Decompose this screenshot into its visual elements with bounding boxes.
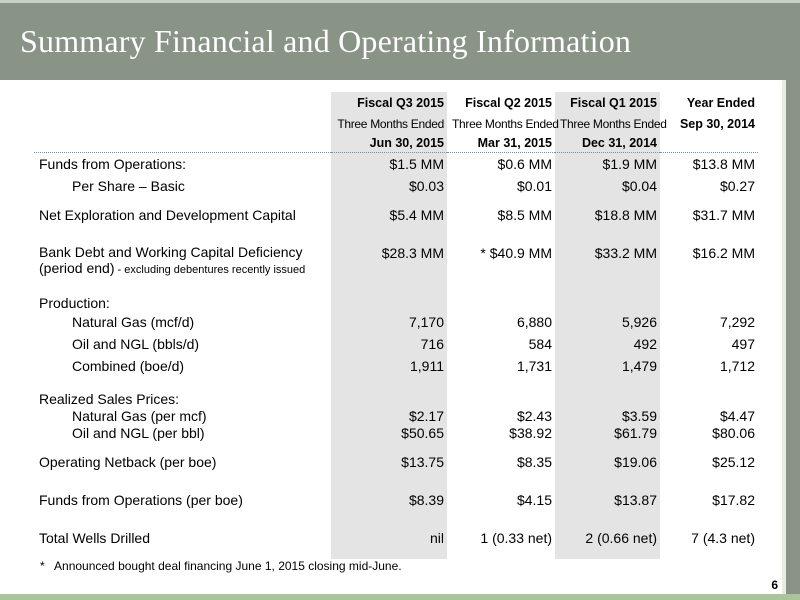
cell: 1,731 [516, 358, 552, 374]
cell: * $40.9 MM [480, 245, 552, 261]
cell: 5,926 [555, 311, 660, 333]
col-header-q2: Fiscal Q2 2015 [465, 96, 552, 110]
bank-debt-line2: (period end) - excluding debentures recently issued [39, 260, 306, 276]
footnote: * Announced bought deal financing June 1, 2015 closing mid-June. [40, 559, 402, 573]
cell: $8.39 [331, 483, 447, 517]
cell: $18.8 MM [555, 196, 660, 233]
row-label-combined: Combined (boe/d) [72, 358, 185, 374]
cell: $8.35 [516, 454, 552, 470]
cell: 7,170 [331, 311, 447, 333]
row-label-bank-debt [34, 233, 331, 283]
cell: $33.2 MM [555, 233, 660, 283]
row-label-production: Production: [39, 295, 110, 311]
cell: $4.15 [516, 492, 552, 508]
row-label-netback: Operating Netback (per boe) [39, 454, 217, 470]
right-border [786, 80, 800, 600]
cell: $1.5 MM [331, 152, 447, 176]
cell: $2.43 [516, 407, 552, 424]
cell: $1.9 MM [555, 152, 660, 176]
cell: $25.12 [712, 454, 755, 470]
cell: 1,712 [719, 358, 755, 374]
cell: $0.6 MM [497, 156, 552, 173]
col-header-q3: Fiscal Q3 2015 [331, 92, 447, 114]
financial-summary-table [34, 92, 758, 559]
col-date-q2: Mar 31, 2015 [447, 134, 555, 152]
col-date-year: Sep 30, 2014 [679, 117, 755, 131]
col-date-q3: Jun 30, 2015 [331, 134, 447, 152]
cell: $0.27 [719, 178, 755, 194]
cell: 7,292 [719, 314, 755, 330]
row-label-net-exploration: Net Exploration and Development Capital [39, 206, 296, 223]
col-date-q1: Dec 31, 2014 [555, 134, 660, 152]
row-label-oil-ngl: Oil and NGL (bbls/d) [72, 336, 200, 352]
cell: $61.79 [555, 424, 660, 441]
cell: $3.59 [555, 407, 660, 424]
cell: $16.2 MM [692, 245, 755, 261]
cell: $13.8 MM [692, 156, 755, 173]
cell: $28.3 MM [331, 233, 447, 283]
cell: $0.04 [555, 176, 660, 196]
cell: 492 [555, 333, 660, 355]
cell: $80.06 [712, 424, 755, 441]
cell: $0.01 [516, 178, 552, 194]
cell: 1,911 [331, 355, 447, 377]
cell: nil [331, 517, 447, 559]
bank-debt-note: - excluding debentures recently issued [114, 264, 306, 276]
cell: $50.65 [331, 424, 447, 441]
row-label-realized: Realized Sales Prices: [39, 391, 180, 407]
title-bar [0, 0, 800, 80]
col-subheader-q2: Three Months Ended [452, 117, 559, 131]
page-number: 6 [771, 578, 778, 592]
cell: 497 [731, 336, 755, 352]
cell: $38.92 [509, 424, 552, 441]
row-label-ffo: Funds from Operations: [39, 156, 187, 173]
bank-debt-line1: Bank Debt and Working Capital Deficiency [39, 244, 303, 260]
row-label-wells: Total Wells Drilled [39, 530, 150, 546]
col-subheader-q3: Three Months Ended [331, 114, 447, 134]
row-label-oil-price: Oil and NGL (per bbl) [72, 424, 205, 441]
cell: 716 [331, 333, 447, 355]
cell: 7 (4.3 net) [691, 530, 755, 546]
cell: 1,479 [555, 355, 660, 377]
cell: $2.17 [331, 407, 447, 424]
cell: 2 (0.66 net) [555, 517, 660, 559]
cell: $13.87 [555, 483, 660, 517]
bottom-border [0, 594, 800, 600]
row-label-per-share: Per Share – Basic [72, 178, 185, 194]
cell: $8.5 MM [497, 206, 552, 223]
cell: $5.4 MM [331, 196, 447, 233]
cell: 1 (0.33 net) [480, 530, 552, 546]
col-header-year: Year Ended [686, 96, 755, 110]
cell: $4.47 [719, 407, 755, 424]
cell: $0.03 [331, 176, 447, 196]
cell: $17.82 [712, 492, 755, 508]
row-label-natural-gas: Natural Gas (mcf/d) [72, 314, 195, 330]
page-title: Summary Financial and Operating Information [20, 23, 632, 59]
col-header-q1: Fiscal Q1 2015 [555, 92, 660, 114]
cell: $13.75 [331, 441, 447, 483]
cell: $19.06 [555, 441, 660, 483]
col-subheader-q1: Three Months Ended [555, 114, 660, 134]
cell: 584 [528, 336, 552, 352]
row-label-ffo-boe: Funds from Operations (per boe) [39, 492, 243, 508]
cell: 6,880 [516, 314, 552, 330]
row-label-gas-price: Natural Gas (per mcf) [72, 407, 207, 424]
cell: $31.7 MM [692, 206, 755, 223]
header-blank [34, 92, 331, 114]
